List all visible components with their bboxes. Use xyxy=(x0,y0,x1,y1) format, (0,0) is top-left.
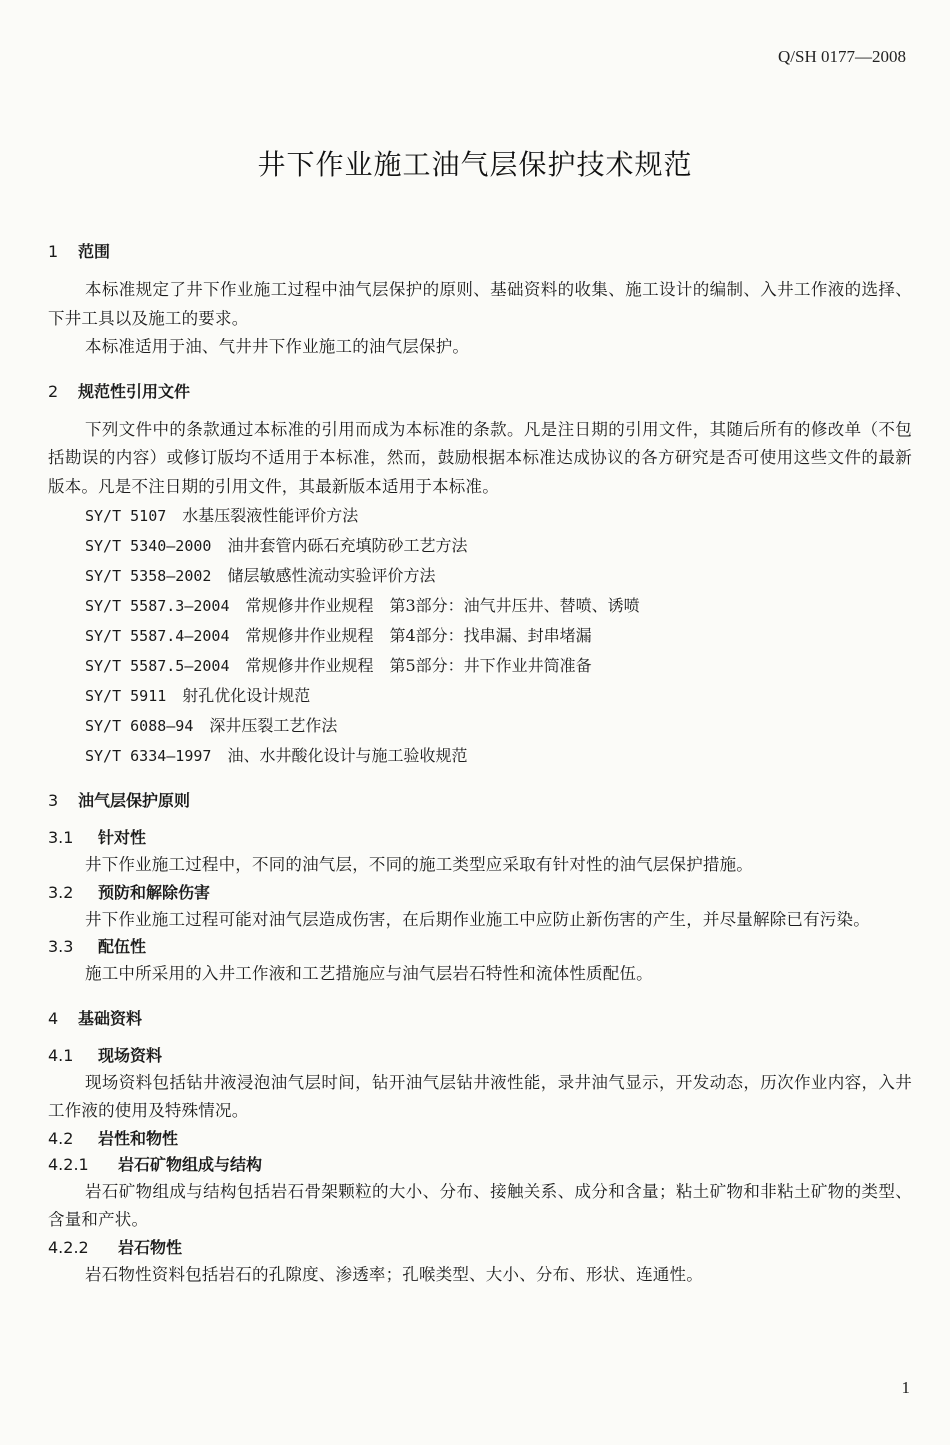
document-body xyxy=(48,238,912,1289)
subsection-text-4-1: 现场资料包括钻井液浸泡油气层时间，钻开油气层钻井液性能，录井油气显示，开发动态，历次作业内容，入井工作液的使用及特殊情况。 xyxy=(48,1072,912,1120)
subsection-text-4-2-2: 岩石物性资料包括岩石的孔隙度、渗透率；孔喉类型、大小、分布、形状、连通性。 xyxy=(85,1264,703,1284)
reference-item: SY/T 5587.5—2004 常规修井作业规程 第5部分：井下作业井筒准备 xyxy=(85,656,592,675)
subsection-text-4-2-1: 岩石矿物组成与结构包括岩石骨架颗粒的大小、分布、接触关系、成分和含量；粘土矿物和非粘土矿物的类型、含量和产状。 xyxy=(48,1181,912,1229)
subsection-heading-3-2: 3.2 预防和解除伤害 xyxy=(48,882,211,902)
reference-item: SY/T 5911 射孔优化设计规范 xyxy=(85,686,311,705)
reference-item: SY/T 6334—1997 油、水井酸化设计与施工验收规范 xyxy=(85,746,468,765)
standard-code: Q/SH 0177—2008 xyxy=(778,47,906,66)
page-title: 井下作业施工油气层保护技术规范 xyxy=(257,148,693,181)
scope-paragraph-1: 本标准规定了井下作业施工过程中油气层保护的原则、基础资料的收集、施工设计的编制、入井工作液的选择、下井工具以及施工的要求。 xyxy=(48,280,912,328)
reference-list xyxy=(48,501,912,771)
reference-item: SY/T 5587.4—2004 常规修井作业规程 第4部分：找串漏、封串堵漏 xyxy=(85,626,592,645)
subsection-text-3-1: 井下作业施工过程中，不同的油气层，不同的施工类型应采取有针对性的油气层保护措施。 xyxy=(85,855,753,874)
reference-item: SY/T 5340—2000 油井套管内砾石充填防砂工艺方法 xyxy=(85,536,468,555)
reference-item: SY/T 5358—2002 储层敏感性流动实验评价方法 xyxy=(85,566,436,585)
scope-paragraph-2: 本标准适用于油、气井井下作业施工的油气层保护。 xyxy=(85,337,470,356)
subsection-heading-4-2-2: 4.2.2 岩石物性 xyxy=(48,1237,183,1257)
references-intro: 下列文件中的条款通过本标准的引用而成为本标准的条款。凡是注日期的引用文件，其随后所有的修改单（不包括勘误的内容）或修订版均不适用于本标准，然而，鼓励根据本标准达成协议的各方研究是否可使用这些文件的最新版本。凡是不注日期的引用文件，其最新版本适用于本标准。 xyxy=(48,419,912,496)
section-heading-3: 3 油气层保护原则 xyxy=(48,791,191,810)
subsection-heading-3-1: 3.1 针对性 xyxy=(48,828,147,847)
subsection-heading-4-1: 4.1 现场资料 xyxy=(48,1045,163,1065)
subsection-text-3-2: 井下作业施工过程可能对油气层造成伤害，在后期作业施工中应防止新伤害的产生，并尽量解除已有污染。 xyxy=(85,909,870,929)
subsection-text-3-3: 施工中所采用的入井工作液和工艺措施应与油气层岩石特性和流体性质配伍。 xyxy=(85,964,653,983)
subsection-heading-4-2-1: 4.2.1 岩石矿物组成与结构 xyxy=(48,1154,263,1174)
section-heading-4: 4 基础资料 xyxy=(48,1008,143,1028)
section-heading-1: 1 范围 xyxy=(48,242,111,261)
subsection-heading-4-2: 4.2 岩性和物性 xyxy=(48,1128,179,1148)
page-number: 1 xyxy=(901,1378,910,1397)
section-heading-2: 2 规范性引用文件 xyxy=(48,381,191,401)
reference-item: SY/T 5107 水基压裂液性能评价方法 xyxy=(85,506,359,525)
reference-item: SY/T 6088—94 深井压裂工艺作法 xyxy=(85,716,338,735)
reference-item: SY/T 5587.3—2004 常规修井作业规程 第3部分：油气井压井、替喷、诱喷 xyxy=(85,596,640,615)
subsection-heading-3-3: 3.3 配伍性 xyxy=(48,937,147,956)
